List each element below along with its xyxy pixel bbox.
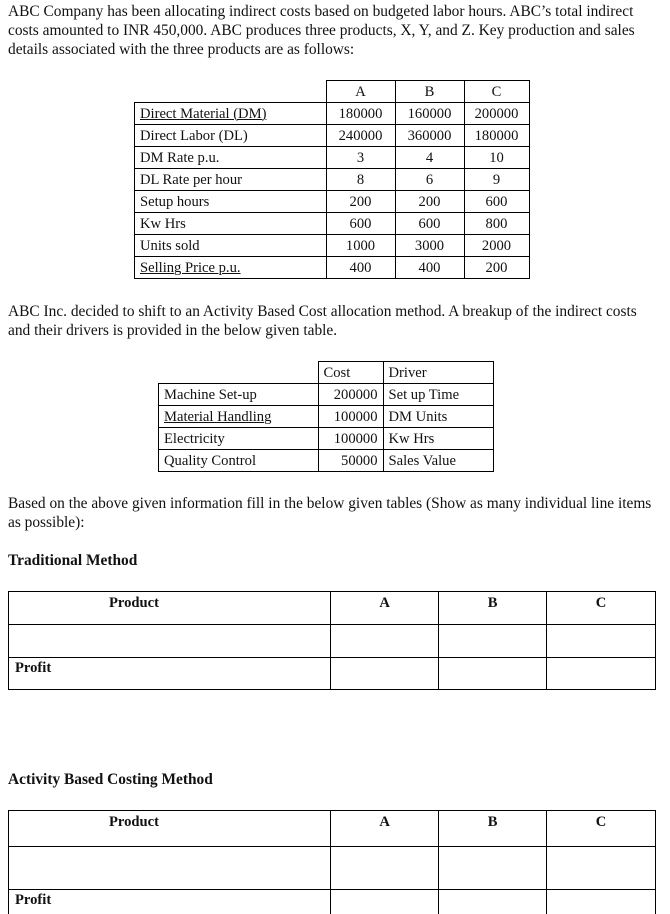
cell-value: 8 (326, 169, 395, 191)
blank-cell[interactable] (9, 847, 331, 890)
cost-value: 50000 (318, 450, 383, 472)
cell-value: 600 (326, 213, 395, 235)
column-header: A (331, 811, 439, 847)
table-row (159, 450, 494, 472)
cell-value: 360000 (395, 125, 464, 147)
driver-value: Set up Time (383, 384, 493, 406)
cell-value: 9 (464, 169, 529, 191)
row-label: Machine Set-up (159, 384, 319, 406)
column-header: B (439, 592, 547, 625)
column-header: C (547, 592, 656, 625)
profit-row (9, 658, 656, 690)
blank-row (9, 847, 656, 890)
profit-label: Profit (9, 890, 331, 914)
cell-value: 400 (395, 257, 464, 279)
cell-value: 160000 (395, 103, 464, 125)
table-row (135, 213, 530, 235)
cell-value: 3 (326, 147, 395, 169)
column-header: C (547, 811, 656, 847)
blank-cell[interactable] (439, 625, 547, 658)
column-header: A (326, 81, 395, 103)
cost-value: 100000 (318, 406, 383, 428)
row-label: Direct Labor (DL) (135, 125, 327, 147)
column-header: A (331, 592, 439, 625)
cell-value: 200 (326, 191, 395, 213)
cell-value: 1000 (326, 235, 395, 257)
product-header: Product (9, 592, 331, 625)
production-table-header (135, 81, 530, 103)
column-header: Cost (318, 362, 383, 384)
row-label: Electricity (159, 428, 319, 450)
cost-table-header (159, 362, 494, 384)
blank-row (9, 625, 656, 658)
row-label: Direct Material (DM) (135, 103, 327, 125)
table-row (135, 147, 530, 169)
row-label: DL Rate per hour (135, 169, 327, 191)
cost-value: 200000 (318, 384, 383, 406)
row-label: DM Rate p.u. (135, 147, 327, 169)
profit-cell[interactable] (331, 658, 439, 690)
driver-value: Kw Hrs (383, 428, 493, 450)
column-header: B (439, 811, 547, 847)
cell-value: 400 (326, 257, 395, 279)
table-row (135, 191, 530, 213)
column-header: C (464, 81, 529, 103)
activity-based-costing-table (8, 810, 656, 914)
traditional-method-table (8, 591, 656, 690)
blank-cell[interactable] (9, 625, 331, 658)
profit-label: Profit (9, 658, 331, 690)
table-row (159, 384, 494, 406)
cell-value: 200000 (464, 103, 529, 125)
abc-paragraph: ABC Inc. decided to shift to an Activity Based Cost allocation method. A breakup of the indirect costs and their drivers is provided in the below given table. (8, 303, 637, 339)
production-table (134, 80, 530, 279)
cell-value: 4 (395, 147, 464, 169)
table-row (135, 169, 530, 191)
cost-driver-table (158, 361, 494, 472)
profit-cell[interactable] (547, 658, 656, 690)
blank-cell[interactable] (331, 625, 439, 658)
cell-value: 600 (395, 213, 464, 235)
blank-cell[interactable] (331, 847, 439, 890)
row-label: Setup hours (135, 191, 327, 213)
cell-value: 10 (464, 147, 529, 169)
intro-paragraph: ABC Company has been allocating indirect costs based on budgeted labor hours. ABC’s total indirect costs amounted to INR 450,000. ABC produces three products, X, Y, and Z. Key production and sales details associated with the three products are as follows: (8, 3, 635, 58)
cell-value: 6 (395, 169, 464, 191)
cell-value: 180000 (464, 125, 529, 147)
cell-value: 600 (464, 191, 529, 213)
table-row (135, 235, 530, 257)
table-row (135, 257, 530, 279)
row-label: Material Handling (159, 406, 319, 428)
cell-value: 2000 (464, 235, 529, 257)
column-header: Driver (383, 362, 493, 384)
traditional-method-heading: Traditional Method (8, 552, 138, 569)
row-label: Kw Hrs (135, 213, 327, 235)
driver-value: Sales Value (383, 450, 493, 472)
cell-value: 200 (464, 257, 529, 279)
table-row (159, 406, 494, 428)
blank-cell[interactable] (439, 847, 547, 890)
profit-cell[interactable] (439, 658, 547, 690)
cell-value: 3000 (395, 235, 464, 257)
cost-value: 100000 (318, 428, 383, 450)
cell-value: 240000 (326, 125, 395, 147)
cell-value: 800 (464, 213, 529, 235)
cell-value: 200 (395, 191, 464, 213)
blank-cell[interactable] (547, 847, 656, 890)
activity-based-costing-heading: Activity Based Costing Method (8, 771, 213, 788)
product-header: Product (9, 811, 331, 847)
table-row (159, 428, 494, 450)
table-header-row (9, 592, 656, 625)
column-header: B (395, 81, 464, 103)
table-header-row (9, 811, 656, 847)
table-row (135, 103, 530, 125)
row-label: Units sold (135, 235, 327, 257)
table-row (135, 125, 530, 147)
cell-value: 180000 (326, 103, 395, 125)
row-label: Selling Price p.u. (135, 257, 327, 279)
instruction-paragraph: Based on the above given information fill in the below given tables (Show as many individual line items as possible): (8, 495, 652, 531)
driver-value: DM Units (383, 406, 493, 428)
blank-cell[interactable] (547, 625, 656, 658)
row-label: Quality Control (159, 450, 319, 472)
